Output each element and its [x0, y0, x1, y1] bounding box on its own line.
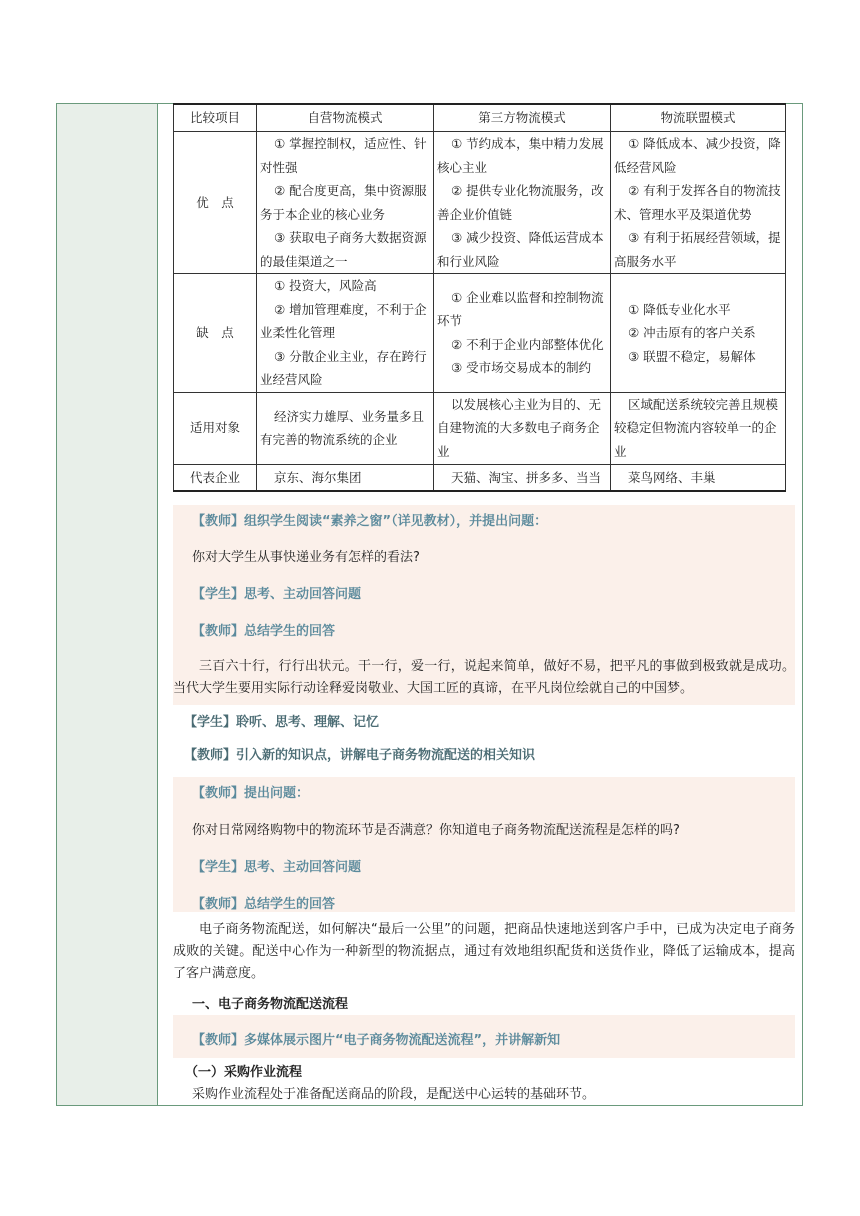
cell-item: ② 不利于企业内部整体优化 [451, 336, 604, 352]
cell-item: 京东、海尔集团 [274, 469, 362, 485]
summary-paragraph: 三百六十行，行行出状元。干一行，爱一行，说起来简单，做好不易，把平凡的事做到极致就是成功。当代大学生要用实际行动诠释爱岗敬业、大国工匠的真谛，在平凡岗位绘就自己的中国梦。 [173, 659, 795, 696]
student-activity: 【学生】思考、主动回答问题 [192, 587, 362, 602]
cell-item: 菜鸟网络、丰巢 [628, 469, 716, 485]
table-header-row [174, 104, 786, 132]
table-cell [257, 464, 434, 491]
student-activity: 【学生】聆听、思考、理解、记忆 [184, 715, 380, 730]
cell-item: ③ 分散企业主业，存在跨行业经营风险 [260, 348, 427, 387]
table-cell [434, 132, 611, 274]
cell-item: ① 降低专业化水平 [628, 301, 731, 317]
cell-item: ③ 有利于拓展经营领域，提高服务水平 [614, 230, 781, 269]
question-text: 你对大学生从事快递业务有怎样的看法? [192, 550, 420, 565]
cell-item: ① 投资大，风险高 [274, 278, 377, 293]
section-heading: 一、电子商务物流配送流程 [192, 997, 349, 1012]
table-cell [257, 392, 434, 464]
cell-item: ③ 联盟不稳定，易解体 [628, 348, 756, 364]
header-cell: 物流联盟模式 [611, 104, 786, 132]
teacher-instruction: 【教师】提出问题： [192, 786, 310, 801]
cell-item: ① 掌握控制权，适应性、针对性强 [260, 136, 427, 175]
table-cell [611, 274, 786, 393]
question-text: 你对日常网络购物中的物流环节是否满意？你知道电子商务物流配送流程是怎样的吗? [192, 823, 680, 838]
teacher-instruction: 【教师】多媒体展示图片“电子商务物流配送流程”，并讲解新知 [192, 1033, 561, 1048]
cell-item: ③ 获取电子商务大数据资源的最佳渠道之一 [260, 230, 427, 269]
table-cell [257, 274, 434, 393]
row-label: 代表企业 [174, 464, 257, 491]
header-cell: 比较项目 [174, 104, 257, 132]
row-label: 优 点 [174, 132, 257, 274]
cell-item: ② 配合度更高，集中资源服务于本企业的核心业务 [260, 183, 427, 222]
table-cell [434, 274, 611, 393]
cell-item: ① 企业难以监督和控制物流环节 [437, 289, 604, 329]
teacher-instruction: 【教师】组织学生阅读“素养之窗”（详见教材），并提出问题： [192, 514, 548, 529]
table-row [174, 274, 786, 393]
table-cell [611, 132, 786, 274]
subsection-heading: （一）采购作业流程 [185, 1065, 303, 1080]
cell-item: ② 冲击原有的客户关系 [628, 325, 756, 340]
cell-item: ② 提供专业化物流服务，改善企业价值链 [437, 183, 604, 222]
cell-item: ② 增加管理难度，不利于企业柔性化管理 [260, 301, 427, 340]
table-row [174, 464, 786, 491]
teacher-instruction: 【教师】总结学生的回答 [192, 624, 336, 639]
body-line: 采购作业流程处于准备配送商品的阶段，是配送中心运转的基础环节。 [192, 1087, 596, 1102]
student-activity: 【学生】思考、主动回答问题 [192, 860, 362, 875]
table-cell [611, 464, 786, 491]
table-cell [257, 132, 434, 274]
cell-item: 以发展核心主业为目的、无自建物流的大多数电子商务企业 [437, 396, 602, 459]
row-label: 适用对象 [174, 392, 257, 464]
comparison-table [173, 103, 786, 492]
cell-item: 区域配送系统较完善且规模较稳定但物流内容较单一的企业 [614, 396, 779, 459]
table-row [174, 392, 786, 464]
cell-item: 经济实力雄厚、业务量多且有完善的物流系统的企业 [260, 408, 425, 447]
header-cell: 自营物流模式 [257, 104, 434, 132]
left-column [57, 104, 158, 1105]
body-paragraph: 电子商务物流配送，如何解决“最后一公里”的问题，把商品快速地送到客户手中，已成为决定电子商务成败的关键。配送中心作为一种新型的物流据点，通过有效地组织配货和送货作业，降低了运输成本，提高了客户满意度。 [173, 922, 795, 981]
teacher-instruction: 【教师】总结学生的回答 [192, 897, 336, 912]
table-row [174, 132, 786, 274]
cell-item: ③ 减少投资、降低运营成本和行业风险 [437, 230, 604, 269]
header-cell: 第三方物流模式 [434, 104, 611, 132]
table-cell [434, 464, 611, 491]
cell-item: 天猫、淘宝、拼多多、当当 [451, 469, 602, 485]
table-cell [611, 392, 786, 464]
row-label: 缺 点 [174, 274, 257, 393]
cell-item: ① 节约成本，集中精力发展核心主业 [437, 136, 604, 175]
cell-item: ① 降低成本、减少投资，降低经营风险 [614, 136, 781, 175]
cell-item: ② 有利于发挥各自的物流技术、管理水平及渠道优势 [614, 183, 781, 222]
table-cell [434, 392, 611, 464]
cell-item: ③ 受市场交易成本的制约 [451, 360, 592, 376]
teacher-instruction: 【教师】引入新的知识点，讲解电子商务物流配送的相关知识 [184, 748, 536, 763]
